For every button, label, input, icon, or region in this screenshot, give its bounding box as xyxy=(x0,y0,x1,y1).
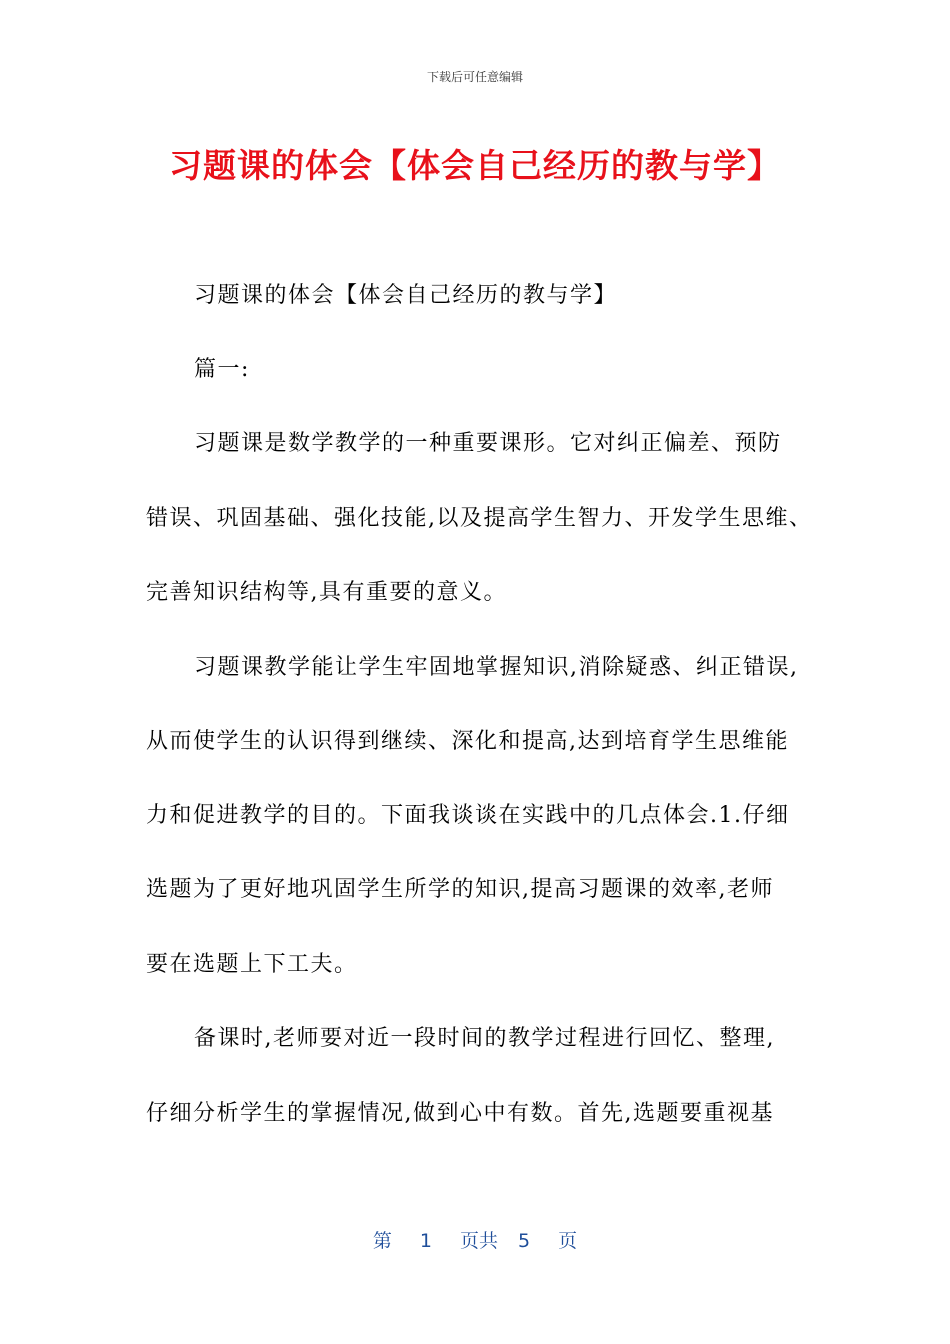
body-line: 完善知识结构等,具有重要的意义。 xyxy=(146,580,507,605)
page-footer xyxy=(0,1226,950,1253)
body-line: 习题课教学能让学生牢固地掌握知识,消除疑惑、纠正错误, xyxy=(194,655,799,680)
body-line: 要在选题上下工夫。 xyxy=(146,952,358,977)
body-line: 习题课是数学教学的一种重要课形。它对纠正偏差、预防 xyxy=(194,431,782,456)
body-line: 选题为了更好地巩固学生所学的知识,提高习题课的效率,老师 xyxy=(146,877,774,902)
document-title: 习题课的体会【体会自己经历的教与学】 xyxy=(169,146,781,185)
body-line: 错误、巩固基础、强化技能,以及提高学生智力、开发学生思维、 xyxy=(146,506,813,531)
page-middle: 页共 xyxy=(459,1230,498,1252)
body-line: 习题课的体会【体会自己经历的教与学】 xyxy=(194,283,618,308)
body-line: 仔细分析学生的掌握情况,做到心中有数。首先,选题要重视基 xyxy=(146,1101,774,1126)
body-line: 备课时,老师要对近一段时间的教学过程进行回忆、整理, xyxy=(194,1026,775,1051)
page-suffix: 页 xyxy=(558,1230,578,1252)
body-line: 篇一: xyxy=(194,357,250,382)
body-line: 力和促进教学的目的。下面我谈谈在实践中的几点体会.1.仔细 xyxy=(146,803,790,828)
page-current: 1 xyxy=(419,1230,432,1252)
page-prefix: 第 xyxy=(372,1230,392,1252)
page-total: 5 xyxy=(518,1230,531,1252)
body-line: 从而使学生的认识得到继续、深化和提高,达到培育学生思维能 xyxy=(146,729,789,754)
header-note: 下载后可任意编辑 xyxy=(426,70,523,84)
